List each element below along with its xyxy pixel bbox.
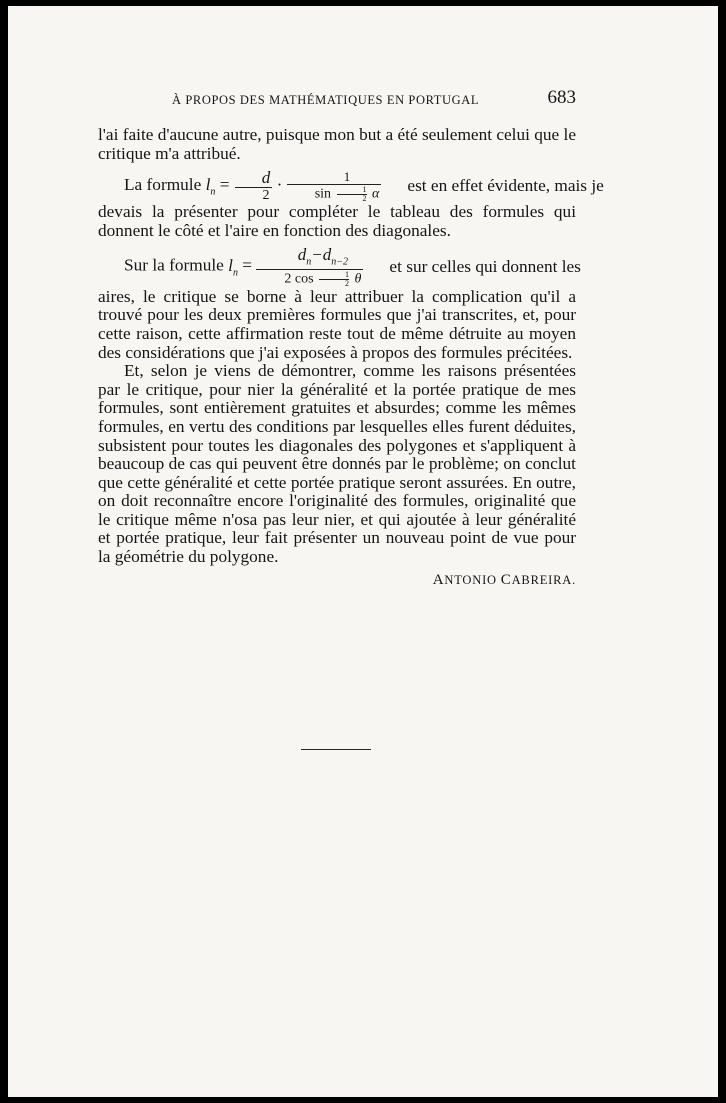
paragraph-1: l'ai faite d'aucune autre, puisque mon but a été seulement celui que le critique m'a attribué. xyxy=(98,125,576,163)
paragraph-3-rest: aires, le critique se borne à leur attribuer la complication qu'il a trouvé pour les deux premières formules que j'ai transcrites, et, pour cette raison, cette affirmation reste tout de même détruite au moyen des considérations que j'ai exposées à propos des formules précitées. xyxy=(98,286,576,362)
half-numerator: 1 xyxy=(319,271,349,280)
formula-2-d-b: d xyxy=(322,245,332,265)
formula-1-numerator-a: d xyxy=(261,168,271,188)
paragraph-2 xyxy=(98,168,604,240)
formula-1-fraction-a xyxy=(234,169,273,203)
formula-1-lhs xyxy=(205,175,216,198)
formula-1-fraction-b xyxy=(287,170,382,203)
formula-2-d-a-sub: n xyxy=(306,256,312,268)
half-numerator: 1 xyxy=(337,186,367,195)
author-signature xyxy=(98,571,576,590)
paragraph-2-rest: devais la présenter pour compléter le tableau des formules qui donnent le côté et l'aire en fonction des diagonales. xyxy=(98,202,576,240)
formula-2-d-a: d xyxy=(297,245,307,265)
formula-2-lhs-subscript: n xyxy=(232,267,238,279)
formula-2-half xyxy=(319,271,349,288)
paragraph-3-intro: Sur la formule xyxy=(124,256,224,276)
formula-1-denominator-a: 2 xyxy=(235,187,272,203)
formula-2-lhs-symbol: l xyxy=(228,256,233,276)
paragraph-3-after-formula: et sur celles qui donnent les xyxy=(389,257,581,277)
formula-2-expression: Sur la formule $l_n$ = $d_n-d_{n-2}$ 2 cos $\frac{1}{2}$ θ xyxy=(124,245,362,288)
running-header xyxy=(172,87,576,109)
formula-1-sin: sin xyxy=(314,186,332,202)
formula-2-fraction xyxy=(256,246,363,287)
formula-1-half xyxy=(337,186,367,203)
half-denominator: 2 xyxy=(345,278,350,288)
formula-2-lhs xyxy=(228,256,238,279)
paragraph-2-after-formula: est en effet évidente, mais je xyxy=(407,176,604,196)
running-title: À PROPOS DES MATHÉMATIQUES EN PORTUGAL xyxy=(172,93,480,107)
formula-line-2 xyxy=(98,245,581,288)
paragraph-2-intro: La formule xyxy=(124,175,202,195)
formula-1-lhs-subscript: n xyxy=(210,186,216,198)
formula-2-cos: 2 cos xyxy=(284,271,314,287)
signature-last-initial: C xyxy=(500,571,512,588)
signature-last-rest: ABREIRA. xyxy=(511,572,576,587)
formula-1-numerator-b: 1 xyxy=(343,168,351,184)
half-denominator: 2 xyxy=(362,193,367,203)
end-rule xyxy=(301,749,371,750)
formula-1-expression: La formule $l_n$ = $\frac{d}{2}$ · 1 sin $\frac{1}{2}$ α xyxy=(124,168,380,204)
formula-1-alpha: α xyxy=(372,186,380,202)
formula-1-denominator-b xyxy=(287,184,382,203)
body-text xyxy=(98,125,604,589)
formula-2-d-b-sub: n−2 xyxy=(331,256,348,268)
paragraph-4: Et, selon je viens de démontrer, comme les raisons présentées par le critique, pour nier la généralité et la portée pratique de mes formules, sont entièrement gratuites et absurdes; comme les mêmes formules, en vertu des conditions par lesquelles elles furent déduites, subsistent pour toutes les diagonales des polygones et s'appliquent à beaucoup de cas qui peuvent être donnés par le problème; on conclut que cette généralité et cette portée pratique seront assurées. En outre, on doit reconnaître encore l'originalité des formules, originalité que le critique même n'osa pas leur nier, et qui ajoutée à leur généralité et portée pratique, leur fait présenter un nouveau point de vue pour la géométrie du polygone. xyxy=(98,361,576,567)
paragraph-3 xyxy=(98,245,581,362)
formula-2-denominator xyxy=(256,269,363,288)
formula-2-minus: − xyxy=(311,245,323,265)
formula-2-numerator xyxy=(270,246,350,268)
page-number: 683 xyxy=(547,87,576,108)
formula-1-lhs-symbol: l xyxy=(205,175,211,195)
page-sheet xyxy=(8,6,718,1097)
formula-line-1 xyxy=(98,168,604,204)
signature-first-initial: A xyxy=(432,571,445,588)
signature-first-rest: NTONIO xyxy=(444,572,497,587)
formula-2-theta: θ xyxy=(354,271,362,287)
